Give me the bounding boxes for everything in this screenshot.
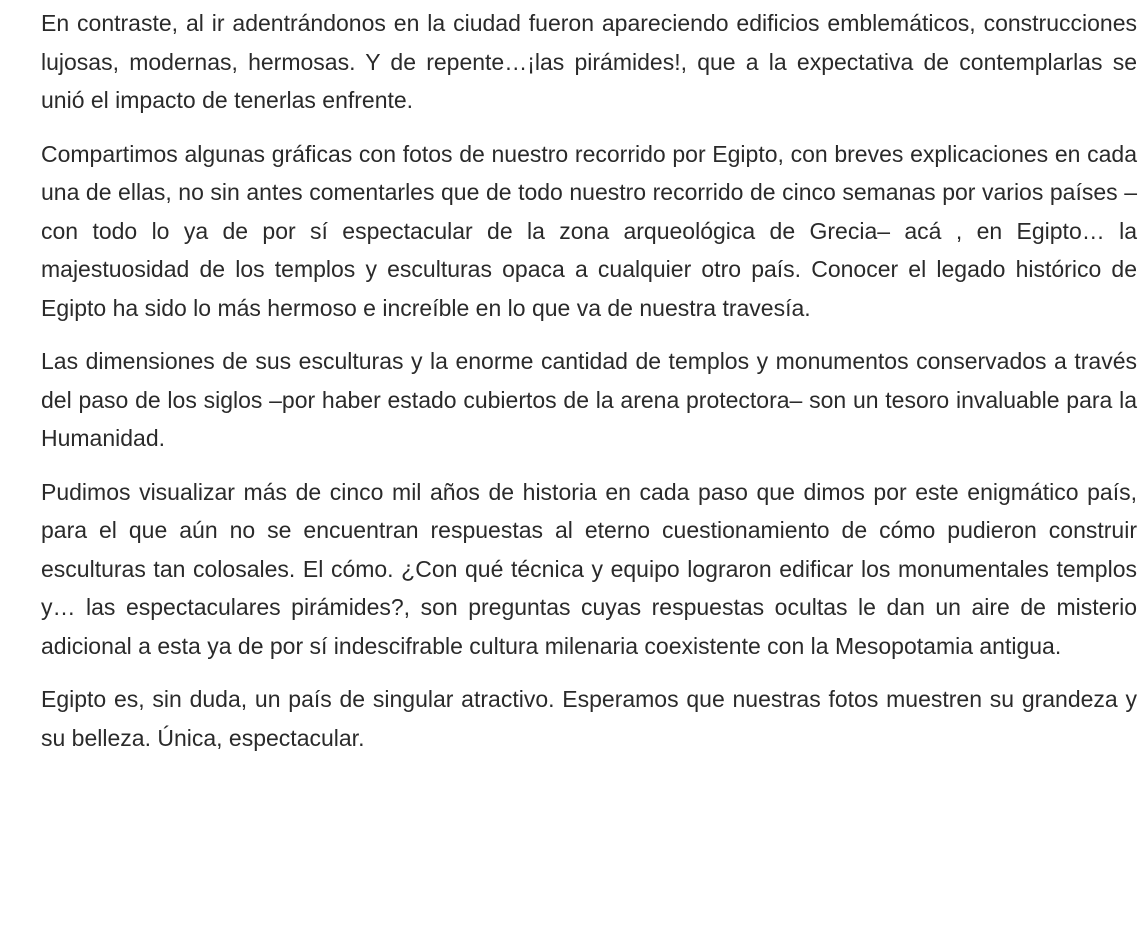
- paragraph-city-arrival: En contraste, al ir adentrándonos en la ciudad fueron apareciendo edificios emblemáticos, construcciones lujosas, modernas, hermosas. Y de repente…¡las pirámides!, que a la expectativa de contemplarlas se unió el impacto de tenerlas enfrente.: [41, 10, 1137, 113]
- article-body: [41, 4, 1137, 772]
- paragraph-history-mystery: Pudimos visualizar más de cinco mil años de historia en cada paso que dimos por este enigmático país, para el que aún no se encuentran respuestas al eterno cuestionamiento de cómo pudieron construir esculturas tan colosales. El cómo. ¿Con qué técnica y equipo lograron edificar los monumentales templos y… las espectaculares pirámides?, son preguntas cuyas respuestas ocultas le dan un aire de misterio adicional a esta ya de por sí indescifrable cultura milenaria coexistente con la Mesopotamia antigua.: [41, 478, 1137, 659]
- paragraph-closing: Egipto es, sin duda, un país de singular atractivo. Esperamos que nuestras fotos muestren su grandeza y su belleza. Única, espectacular.: [41, 686, 1137, 751]
- paragraph-photo-gallery-intro: Compartimos algunas gráficas con fotos de nuestro recorrido por Egipto, con breves explicaciones en cada una de ellas, no sin antes comentarles que de todo nuestro recorrido de cinco semanas por varios países –con todo lo ya de por sí espectacular de la zona arqueológica de Grecia– acá , en Egipto… la majestuosidad de los templos y esculturas opaca a cualquier otro país. Conocer el legado histórico de Egipto ha sido lo más hermoso e increíble en lo que va de nuestra travesía.: [41, 140, 1137, 321]
- paragraph-sculpture-dimensions: Las dimensiones de sus esculturas y la enorme cantidad de templos y monumentos conservados a través del paso de los siglos –por haber estado cubiertos de la arena protectora– son un tesoro invaluable para la Humanidad.: [41, 348, 1137, 451]
